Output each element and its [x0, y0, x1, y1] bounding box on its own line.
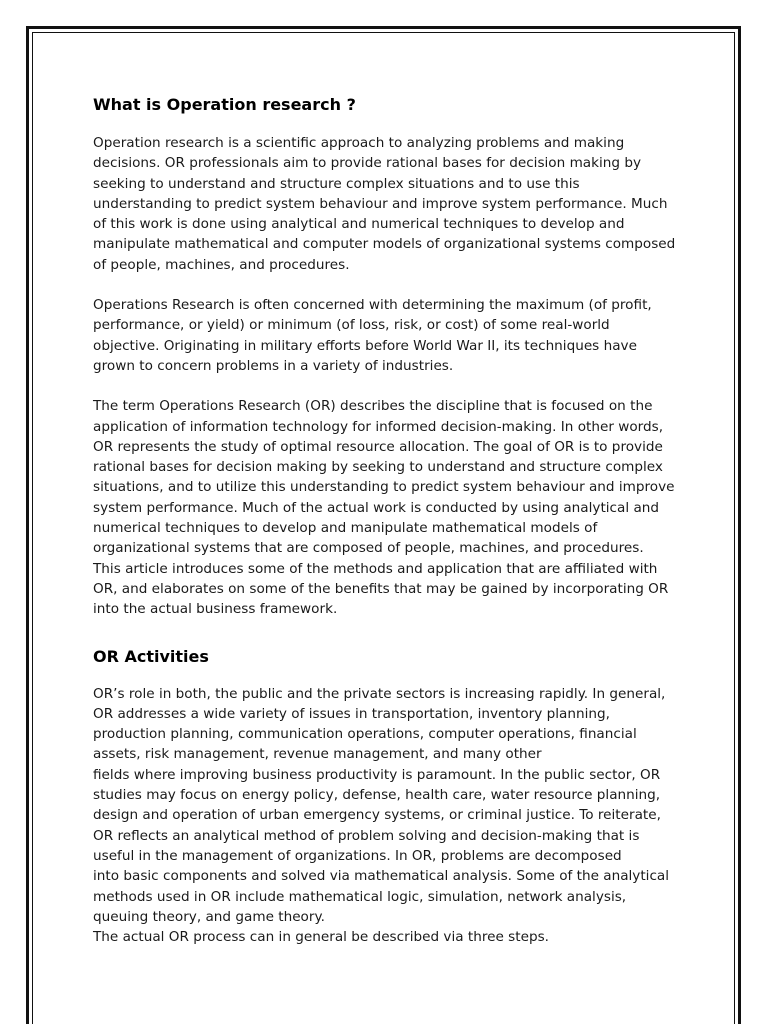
text-line: into basic components and solved via mathematical analysis. Some of the analytical: [93, 868, 670, 885]
section-heading-what-is-or: What is Operation research ?: [93, 95, 356, 114]
text-line: OR represents the study of optimal resource allocation. The goal of OR is to provide: [93, 438, 663, 455]
text-line: into the actual business framework.: [93, 601, 338, 618]
text-line: OR’s role in both, the public and the private sectors is increasing rapidly. In general,: [93, 685, 666, 702]
text-line: studies may focus on energy policy, defense, health care, water resource planning,: [93, 787, 661, 804]
paragraph-objective: [93, 295, 683, 376]
text-line: seeking to understand and structure complex situations and to use this: [93, 175, 580, 192]
text-line: OR addresses a wide variety of issues in transportation, inventory planning,: [93, 705, 610, 722]
text-line: objective. Originating in military efforts before World War II, its techniques have: [93, 337, 637, 354]
text-line: application of information technology for informed decision-making. In other words,: [93, 418, 664, 435]
text-line: OR reflects an analytical method of problem solving and decision-making that is: [93, 827, 640, 844]
text-line: understanding to predict system behaviour and improve system performance. Much: [93, 195, 668, 212]
text-line: situations, and to utilize this understanding to predict system behaviour and improve: [93, 479, 675, 496]
text-line: rational bases for decision making by seeking to understand and structure complex: [93, 459, 663, 476]
text-line: of this work is done using analytical and numerical techniques to develop and: [93, 216, 625, 233]
paragraph-definition: [93, 133, 683, 275]
text-line: assets, risk management, revenue management, and many other: [93, 746, 542, 763]
text-line: production planning, communication operations, computer operations, financial: [93, 726, 637, 743]
text-line: The term Operations Research (OR) describes the discipline that is focused on the: [93, 398, 653, 415]
text-line: system performance. Much of the actual work is conducted by using analytical and: [93, 499, 660, 516]
text-line: methods used in OR include mathematical logic, simulation, network analysis,: [93, 888, 627, 905]
text-line: fields where improving business productivity is paramount. In the public sector, OR: [93, 766, 661, 783]
text-line: Operation research is a scientific approach to analyzing problems and making: [93, 135, 625, 151]
text-line: This article introduces some of the methods and application that are affiliated with: [93, 560, 658, 577]
text-line: grown to concern problems in a variety of industries.: [93, 357, 454, 374]
text-line: OR, and elaborates on some of the benefits that may be gained by incorporating OR: [93, 580, 669, 597]
text-line: useful in the management of organizations. In OR, problems are decomposed: [93, 847, 622, 864]
text-line: numerical techniques to develop and manipulate mathematical models of: [93, 520, 598, 537]
text-line: organizational systems that are composed of people, machines, and procedures.: [93, 540, 644, 557]
document-body: [93, 94, 683, 947]
text-line: performance, or yield) or minimum (of loss, risk, or cost) of some real-world: [93, 317, 610, 334]
text-line: design and operation of urban emergency systems, or criminal justice. To reiterate,: [93, 807, 661, 824]
text-line: The actual OR process can in general be described via three steps.: [93, 929, 549, 946]
text-line: queuing theory, and game theory.: [93, 908, 325, 925]
paragraph-or-activities: [93, 684, 683, 948]
text-line: decisions. OR professionals aim to provide rational bases for decision making by: [93, 155, 642, 172]
paragraph-term-description: [93, 396, 683, 619]
text-line: Operations Research is often concerned with determining the maximum (of profit,: [93, 297, 652, 314]
text-line: manipulate mathematical and computer models of organizational systems composed: [93, 236, 676, 253]
text-line: of people, machines, and procedures.: [93, 256, 350, 273]
section-heading-or-activities: OR Activities: [93, 646, 209, 666]
